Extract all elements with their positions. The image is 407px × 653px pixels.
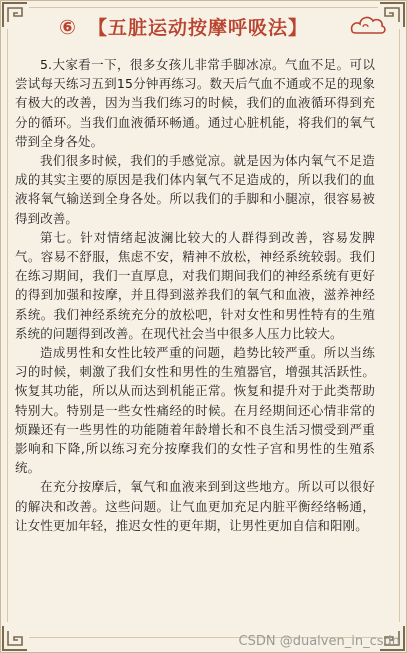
frame-top-line bbox=[29, 7, 378, 8]
title-row bbox=[59, 13, 379, 40]
paragraph: 5.大家看一下，很多女孩儿非常手脚冰凉。气血不足。可以尝试每天练习五到15分钟再练习。数天后气血不通或不足的现象有极大的改善，因为当我们练习的时候，我们的血液循环得到充分的循环。当我们血液循环畅通。通过心脏机能，将我们的氧气带到全身各处。 bbox=[15, 57, 375, 149]
paragraph: 在充分按摩后，氧气和血液来到到这些地方。所以可以很好的解决和改善。这些问题。让气血更加充足内脏平衡经络畅通，让女性更加年轻，推迟女性的更年期，让男性更加自信和阳刚。 bbox=[15, 479, 375, 533]
section-number: ⑥ bbox=[59, 14, 76, 39]
frame-left-line bbox=[7, 29, 8, 622]
article-body bbox=[15, 55, 375, 535]
paragraph: 第七。针对情绪起波澜比较大的人群得到改善，容易发脾气。容易不舒服，焦虑不安，精神不放松，神经系统较弱。我们在练习期间，我们一直厚息，对我们期间我们的神经系统有更好的得到加强和按摩，并且得到滋养我们的氧气和血液，滋养神经系统。我们神经系统充分的放松吧，针对女性和男性特有的生殖系统的问题得到改善。在现代社会当中很多人压力比较大。 bbox=[15, 229, 375, 341]
corner-ornament-icon bbox=[1, 1, 29, 29]
watermark-text: CSDN @dualven_in_csdn bbox=[238, 634, 400, 649]
frame-right-line bbox=[399, 29, 400, 622]
corner-ornament-icon bbox=[1, 624, 29, 652]
paragraph: 造成男性和女性比较严重的问题，趋势比较严重。所以当练习的时候，刺激了我们女性和男性的生殖器官，增强其活跃性。恢复其功能，所以从而达到机能正常。恢复和提升对于此类帮助特别大。特别是一些女性痛经的时候。在月经期间还心情非常的烦躁还有一些男性的功能随着年龄增长和不良生活习惯受到严重影响和下降,所以练习充分按摩我们的女性子宫和男性的生殖系统。 bbox=[15, 345, 375, 476]
page-title: 【五脏运动按摩呼吸法】 bbox=[87, 17, 308, 39]
paragraph: 我们很多时候，我们的手感觉凉。就是因为体内氧气不足造成的其实主要的原因是我们体内氧气不足造成的，所以我们的血液将氧气输送到全身各处。所以我们的手脚和小腿凉，很容易被得到改善。 bbox=[15, 153, 375, 226]
